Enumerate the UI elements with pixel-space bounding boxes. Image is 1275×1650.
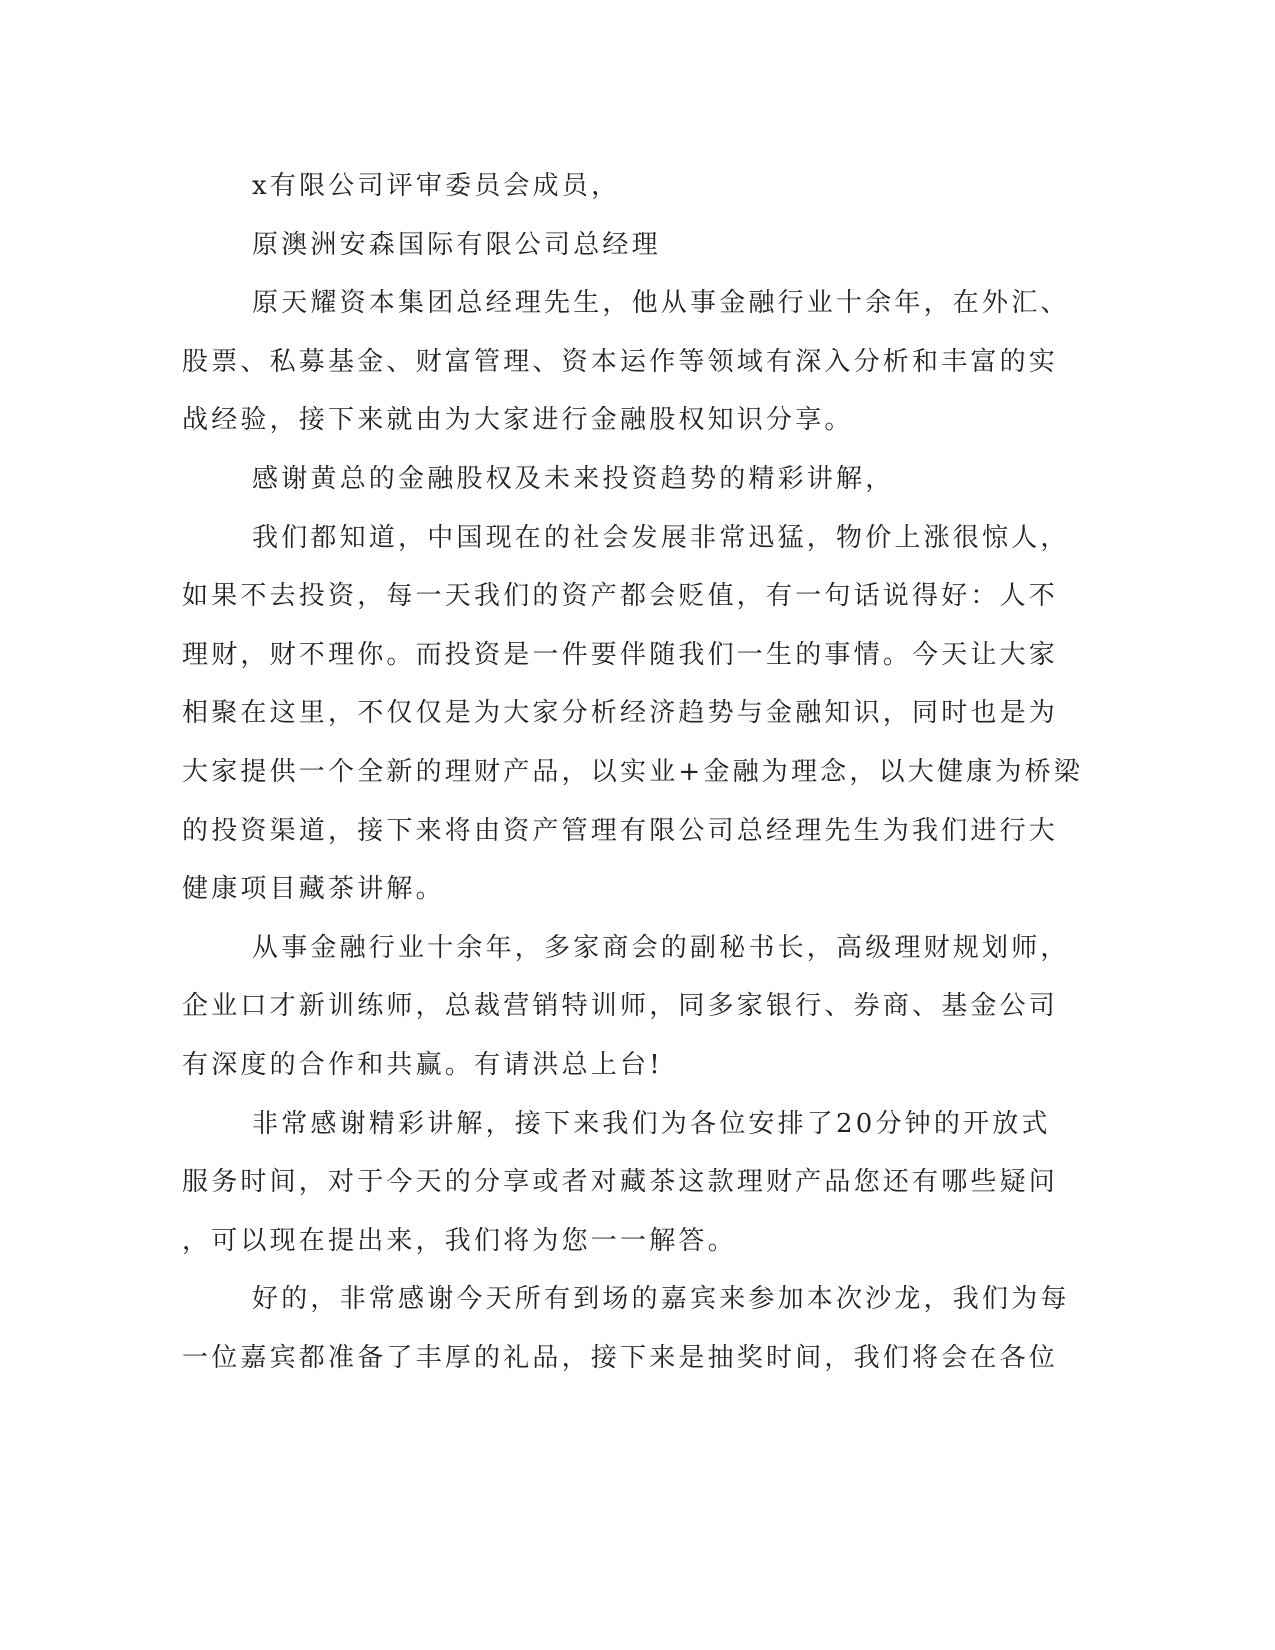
text-line: 感谢黄总的金融股权及未来投资趋势的精彩讲解，: [252, 463, 895, 494]
text-line: 战经验，接下来就由为大家进行金融股权知识分享。: [182, 405, 854, 436]
text-line: ，可以现在提出来，我们将为您一一解答。: [182, 1225, 737, 1256]
text-line: 好的，非常感谢今天所有到场的嘉宾来参加本次沙龙，我们为每: [252, 1284, 1070, 1315]
document-body: [182, 157, 1083, 1387]
text-line: 股票、私募基金、财富管理、资本运作等领域有深入分析和丰富的实: [182, 346, 1059, 377]
text-line: 有深度的合作和共赢。有请洪总上台!: [182, 1049, 663, 1080]
text-line: 原澳洲安森国际有限公司总经理: [252, 229, 661, 260]
text-line: x有限公司评审委员会成员，: [252, 171, 621, 201]
text-line: 相聚在这里，不仅仅是为大家分析经济趋势与金融知识，同时也是为: [182, 698, 1059, 729]
text-line: 理财，财不理你。而投资是一件要伴随我们一生的事情。今天让大家: [182, 639, 1059, 670]
text-line: 企业口才新训练师，总裁营销特训师，同多家银行、券商、基金公司: [182, 991, 1059, 1022]
text-line: 健康项目藏茶讲解。: [182, 874, 445, 905]
text-line: 服务时间，对于今天的分享或者对藏茶这款理财产品您还有哪些疑问: [182, 1167, 1059, 1198]
text-line: 一位嘉宾都准备了丰厚的礼品，接下来是抽奖时间，我们将会在各位: [182, 1342, 1059, 1373]
text-line: 从事金融行业十余年，多家商会的副秘书长，高级理财规划师，: [252, 932, 1070, 963]
text-line: 我们都知道，中国现在的社会发展非常迅猛，物价上涨很惊人，: [252, 522, 1070, 553]
text-line: 大家提供一个全新的理财产品，以实业+金融为理念，以大健康为桥梁: [182, 756, 1083, 787]
text-line: 的投资渠道，接下来将由资产管理有限公司总经理先生为我们进行大: [182, 815, 1059, 846]
text-line: 如果不去投资，每一天我们的资产都会贬值，有一句话说得好：人不: [182, 581, 1059, 612]
text-line: 原天耀资本集团总经理先生，他从事金融行业十余年，在外汇、: [252, 288, 1070, 319]
text-line: 非常感谢精彩讲解，接下来我们为各位安排了20分钟的开放式: [252, 1108, 1051, 1139]
